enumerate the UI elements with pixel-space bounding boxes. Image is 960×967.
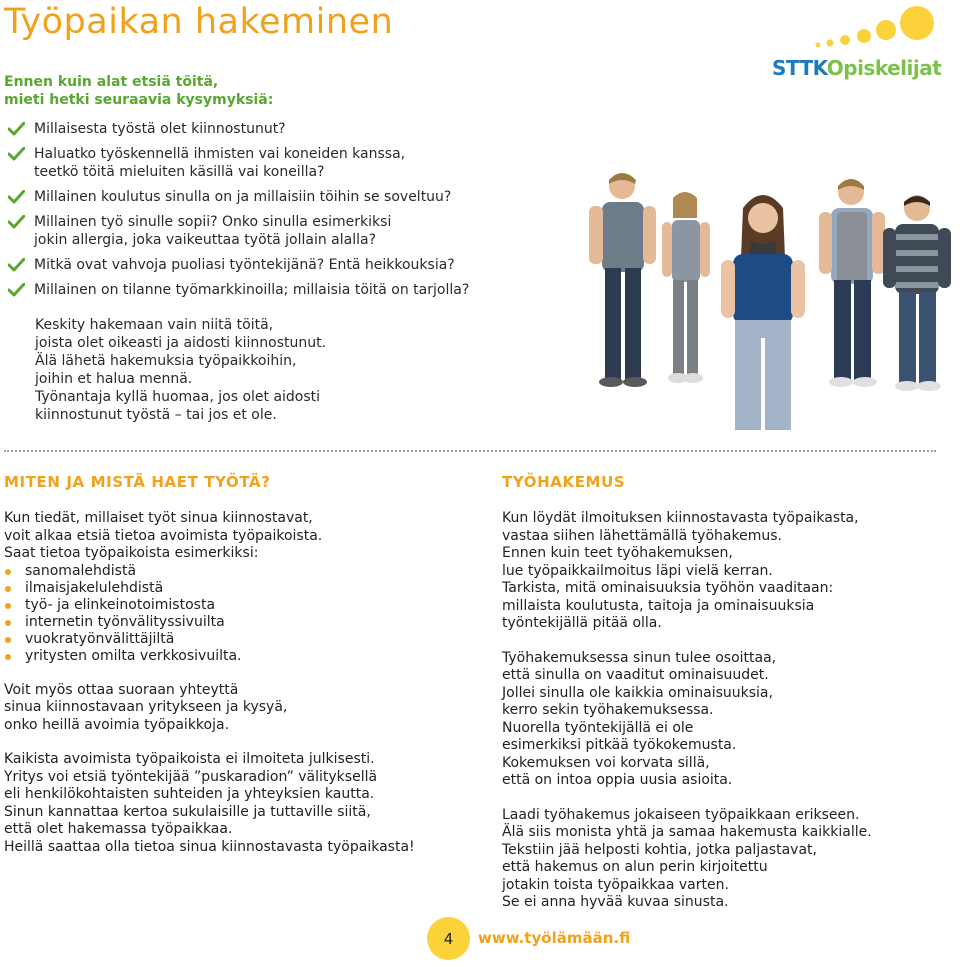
text-line: Tarkista, mitä ominaisuuksia työhön vaaditaan: [502,580,834,596]
advice-text [35,316,326,424]
paragraph [502,510,942,633]
right-column [502,473,942,912]
intro-line: mieti hetki seuraavia kysymyksiä: [4,92,274,108]
intro-heading [4,73,273,109]
text-line: Voit myös ottaa suoraan yhteyttä [4,681,239,698]
person-4 [819,179,885,387]
text-line: työntekijällä pitää olla. [502,615,662,631]
text-line: Laadi työhakemus jokaiseen työpaikkaan erikseen. [502,806,860,823]
text-line: Tekstiin jää helposti kohtia, jotka paljastavat, [502,841,817,858]
checklist-item [8,145,568,181]
logo-wordmark [772,56,941,80]
text-line: millaista koulutusta, taitoja ja ominaisuuksia [502,597,815,614]
paragraph [502,650,942,790]
list-item: yritysten omilta verkkosivuilta. [4,648,464,665]
advice-line: Työnantaja kyllä huomaa, jos olet aidosti [35,389,321,405]
advice-line: Älä lähetä hakemuksia työpaikkoihin, [35,353,297,369]
paragraph [4,510,464,563]
person-3 [721,195,805,430]
text-line: Kun löydät ilmoituksen kiinnostavasta työpaikasta, [502,510,859,526]
text-line: Jollei sinulla ole kaikkia ominaisuuksia, [502,684,773,701]
text-line: Kun tiedät, millaiset työt sinua kiinnostavat, [4,510,313,526]
text-line: vastaa siihen lähettämällä työhakemus. [502,527,782,544]
question-checklist [8,120,568,306]
checklist-item [8,256,568,274]
checklist-text: Haluatko työskennellä ihmisten vai koneiden kanssa, [34,146,406,162]
source-list [4,563,464,665]
paragraph [502,807,942,912]
logo-part1: STTK [772,56,827,80]
text-line: esimerkiksi pitkää työkokemusta. [502,737,737,753]
checklist-text: Millaisesta työstä olet kiinnostunut? [34,121,286,137]
paragraph [4,682,464,735]
checklist-item [8,188,568,206]
text-line: sinua kiinnostavaan yritykseen ja kysyä, [4,699,288,715]
left-column [4,473,464,856]
checkmark-icon [8,147,25,161]
checklist-item [8,120,568,138]
website-link[interactable]: www.työlämään.fi [478,929,631,947]
checklist-text: Mitkä ovat vahvoja puoliasi työntekijänä? Entä heikkouksia? [34,257,455,273]
text-line: Yritys voi etsiä työntekijää ”puskaradion” välityksellä [4,768,378,785]
paragraph [4,751,464,856]
page-number: 4 [427,917,470,960]
text-line: Kokemuksen voi korvata sillä, [502,754,710,771]
checklist-text: Millainen työ sinulle sopii? Onko sinulla esimerkiksi [34,214,392,230]
list-item: vuokratyönvälittäjiltä [4,631,464,648]
checklist-text: teetkö töitä mieluiten käsillä vai koneilla? [34,164,325,180]
text-line: Heillä saattaa olla tietoa sinua kiinnostavasta työpaikasta! [4,838,415,855]
checklist-text: jokin allergia, joka vaikeuttaa työtä jollain alalla? [34,232,377,248]
person-1 [589,173,656,387]
text-line: että olet hakemassa työpaikkaa. [4,821,233,837]
checkmark-icon [8,215,25,229]
text-line: onko heillä avoimia työpaikkoja. [4,716,230,733]
checklist-text: Millainen on tilanne työmarkkinoilla; millaisia töitä on tarjolla? [34,282,470,298]
page-title: Työpaikan hakeminen [4,2,394,42]
text-line: voit alkaa etsiä tietoa avoimista työpaikoista. [4,527,323,544]
text-line: että sinulla on vaaditut ominaisuudet. [502,667,769,683]
list-item: ilmaisjakelulehdistä [4,580,464,597]
teenagers-photo [575,168,960,430]
logo-dots-icon [770,4,945,59]
checklist-item [8,281,568,299]
checkmark-icon [8,190,25,204]
text-line: Ennen kuin teet työhakemuksen, [502,545,733,561]
advice-line: kiinnostunut työstä – tai jos et ole. [35,407,277,423]
checkmark-icon [8,122,25,136]
text-line: että hakemus on alun perin kirjoitettu [502,859,768,875]
list-item: sanomalehdistä [4,563,464,580]
text-line: Se ei anna hyvää kuvaa sinusta. [502,894,729,910]
person-5 [883,195,951,391]
checklist-text: Millainen koulutus sinulla on ja millaisiin töihin se soveltuu? [34,189,452,205]
text-line: eli henkilökohtaisten suhteiden ja yhteyksien kautta. [4,786,375,802]
person-2 [662,192,710,383]
section-heading: TYÖHAKEMUS [502,473,626,491]
checkmark-icon [8,258,25,272]
advice-line: Keskity hakemaan vain niitä töitä, [35,317,274,333]
sttk-opiskelijat-logo [770,4,945,84]
text-line: lue työpaikkailmoitus läpi vielä kerran. [502,562,773,579]
text-line: Saat tietoa työpaikoista esimerkiksi: [4,545,259,561]
advice-line: joihin et halua mennä. [35,371,193,387]
checklist-item [8,213,568,249]
text-line: kerro sekin työhakemuksessa. [502,702,714,718]
section-divider [4,450,936,452]
text-line: jotakin toista työpaikkaa varten. [502,876,729,893]
text-line: Kaikista avoimista työpaikoista ei ilmoiteta julkisesti. [4,751,375,767]
list-item: internetin työnvälityssivuilta [4,614,464,631]
text-line: Nuorella työntekijällä ei ole [502,719,694,736]
checkmark-icon [8,283,25,297]
text-line: Työhakemuksessa sinun tulee osoittaa, [502,649,777,666]
list-item: työ- ja elinkeinotoimistosta [4,597,464,614]
text-line: että on intoa oppia uusia asioita. [502,772,733,788]
advice-line: joista olet oikeasti ja aidosti kiinnostunut. [35,335,327,351]
logo-part2: Opiskelijat [826,56,942,80]
intro-line: Ennen kuin alat etsiä töitä, [4,74,219,90]
text-line: Älä siis monista yhtä ja samaa hakemusta kaikkialle. [502,824,872,840]
text-line: Sinun kannattaa kertoa sukulaisille ja tuttaville siitä, [4,803,371,820]
section-heading: MITEN JA MISTÄ HAET TYÖTÄ? [4,473,271,491]
